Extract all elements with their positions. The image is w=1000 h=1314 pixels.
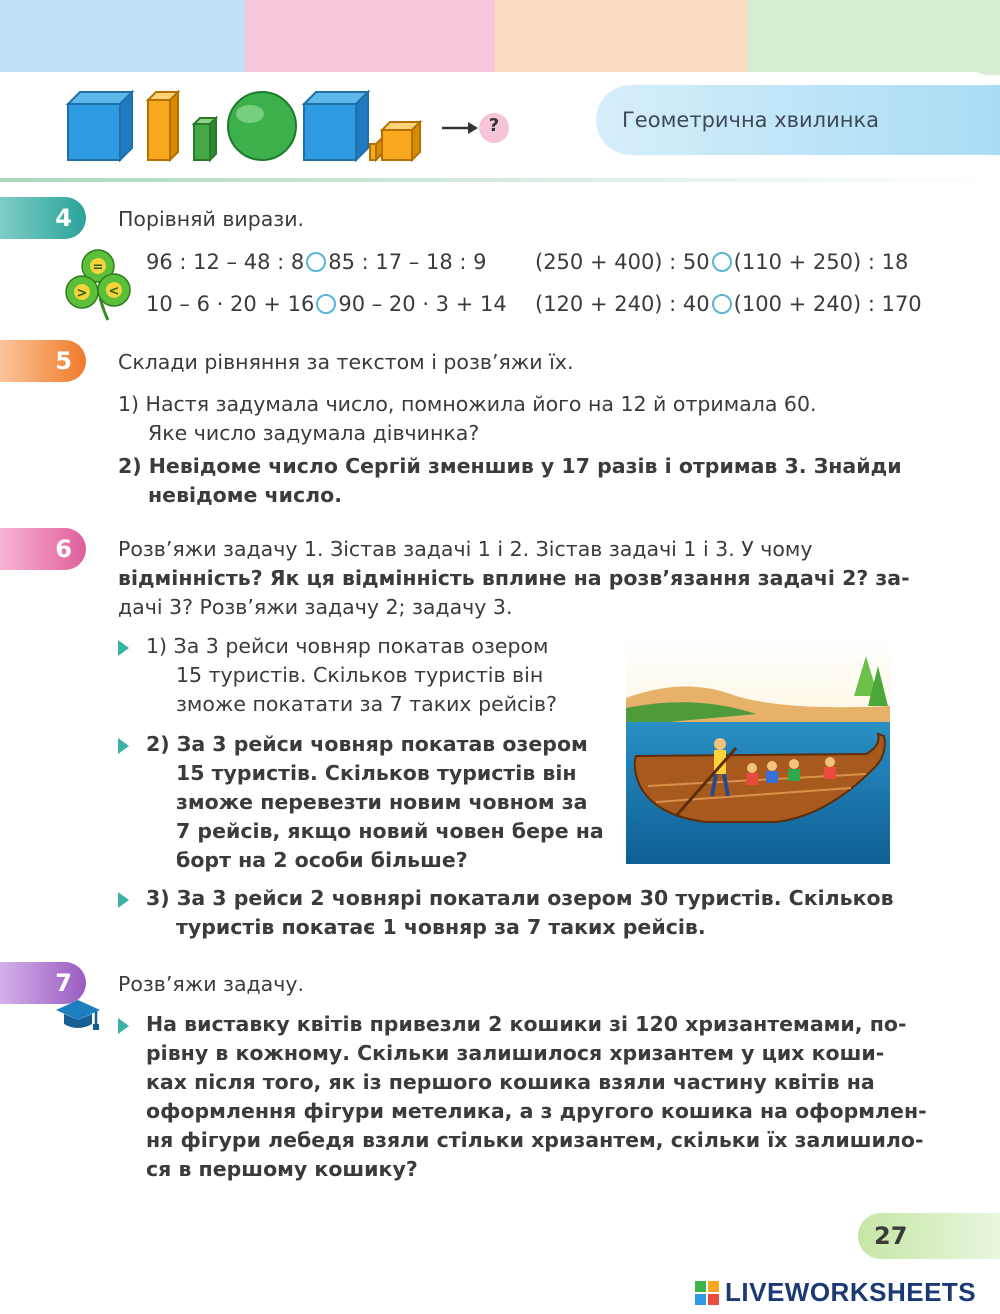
task-7-title: Розв’яжи задачу. (118, 972, 305, 996)
page-number: 27 (858, 1213, 1000, 1259)
task-5-item-2: 2) Невідоме число Сергій зменшив у 17 разів і отримав 3. Знайди невідоме число. (118, 454, 902, 507)
task-5-tab (0, 340, 86, 382)
task-6-sub-1: 1) За 3 рейси човняр покатав озером 15 туристів. Скільков туристів він зможе покатати за 7 таких рейсів? (146, 634, 557, 716)
task-6-tab (0, 528, 86, 570)
orange-prism-shape (148, 92, 178, 160)
top-strip-peach (495, 0, 747, 75)
question-mark: ? (488, 115, 500, 136)
top-strip-blue (0, 0, 245, 75)
task-5-item-1: 1) Настя задумала число, помножила його на 12 й отримала 60. Яке число задумала дівчинка? (118, 392, 817, 445)
bullet-arrow-icon (118, 738, 129, 754)
task-6-number: 6 (55, 535, 72, 563)
blue-cube-shape-2 (304, 92, 368, 160)
task-4-tab (0, 197, 86, 239)
task-7-number: 7 (55, 969, 72, 997)
expr-row2-left: 10 – 6 · 20 + 16 90 – 20 · 3 + 14 (146, 292, 507, 316)
clover-icon (64, 246, 134, 322)
task-6-intro: Розв’яжи задачу 1. Зістав задачі 1 і 2. Зістав задачі 1 і 3. У чому відмінність? Як ця відмінність вплине на розв’язання задачі 2? за- дачі 3? Розв’яжи задачу 2; задачу 3. (118, 537, 910, 619)
expr-row1-left: 96 : 12 – 48 : 8 85 : 17 – 18 : 9 (146, 250, 487, 274)
small-orange-prism-shape (370, 138, 382, 160)
blue-cube-shape (68, 92, 132, 160)
clover-sign-equal: = (92, 260, 104, 275)
geometric-shapes-sequence (60, 86, 520, 166)
liveworksheets-logo-icon (695, 1281, 719, 1305)
separator-line (0, 178, 1000, 182)
task-6-sub-3: 3) За 3 рейси 2 човнярі покатали озером 30 туристів. Скільков туристів покатає 1 човняр за 7 таких рейсів. (146, 886, 894, 939)
clover-sign-less: < (108, 284, 120, 299)
top-strip-pink (245, 0, 495, 75)
graduation-cap-icon (52, 998, 104, 1032)
orange-cube-shape (382, 122, 420, 160)
expr-row2-right: (120 + 240) : 40 (100 + 240) : 170 (535, 292, 922, 316)
task-5-title: Склади рівняння за текстом і розв’яжи їх. (118, 350, 574, 374)
top-strip-green (747, 0, 1000, 75)
liveworksheets-logo[interactable] (695, 1277, 976, 1308)
compare-circle-input[interactable] (712, 294, 732, 314)
expr-row1-right: (250 + 400) : 50 (110 + 250) : 18 (535, 250, 909, 274)
compare-circle-input[interactable] (306, 252, 326, 272)
liveworksheets-brand-text: LIVEWORKSHEETS (725, 1277, 977, 1307)
geometric-minute-banner: Геометрична хвилинка (596, 85, 1000, 155)
task-7-body: На виставку квітів привезли 2 кошики зі 120 хризантемами, по- рівну в кожному. Скільки залишилося хризантем у цих коши- ках після того, як із першого кошика взяли частину квітів на оформлення фігури метелика, а з другого кошика на оформлен- ня фігури лебедя взяли стільки хризантем, скільки їх залишило- ся в першому кошику? (146, 1012, 927, 1181)
green-sphere-shape (228, 92, 296, 160)
bullet-arrow-icon (118, 1018, 129, 1034)
task-6-sub-2: 2) За 3 рейси човняр покатав озером 15 туристів. Скільков туристів він зможе перевезти новим човном за 7 рейсів, якщо новий човен бере на борт на 2 особи більше? (146, 732, 604, 872)
task-5-number: 5 (55, 347, 72, 375)
bullet-arrow-icon (118, 640, 129, 656)
bullet-arrow-icon (118, 892, 129, 908)
green-prism-shape (194, 118, 216, 160)
compare-circle-input[interactable] (316, 294, 336, 314)
boat-lake-illustration (626, 636, 890, 864)
compare-circle-input[interactable] (712, 252, 732, 272)
task-4-title: Порівняй вирази. (118, 207, 305, 231)
task-4-number: 4 (55, 204, 72, 232)
arrow-right-icon (442, 122, 478, 134)
clover-sign-greater: > (76, 286, 88, 301)
